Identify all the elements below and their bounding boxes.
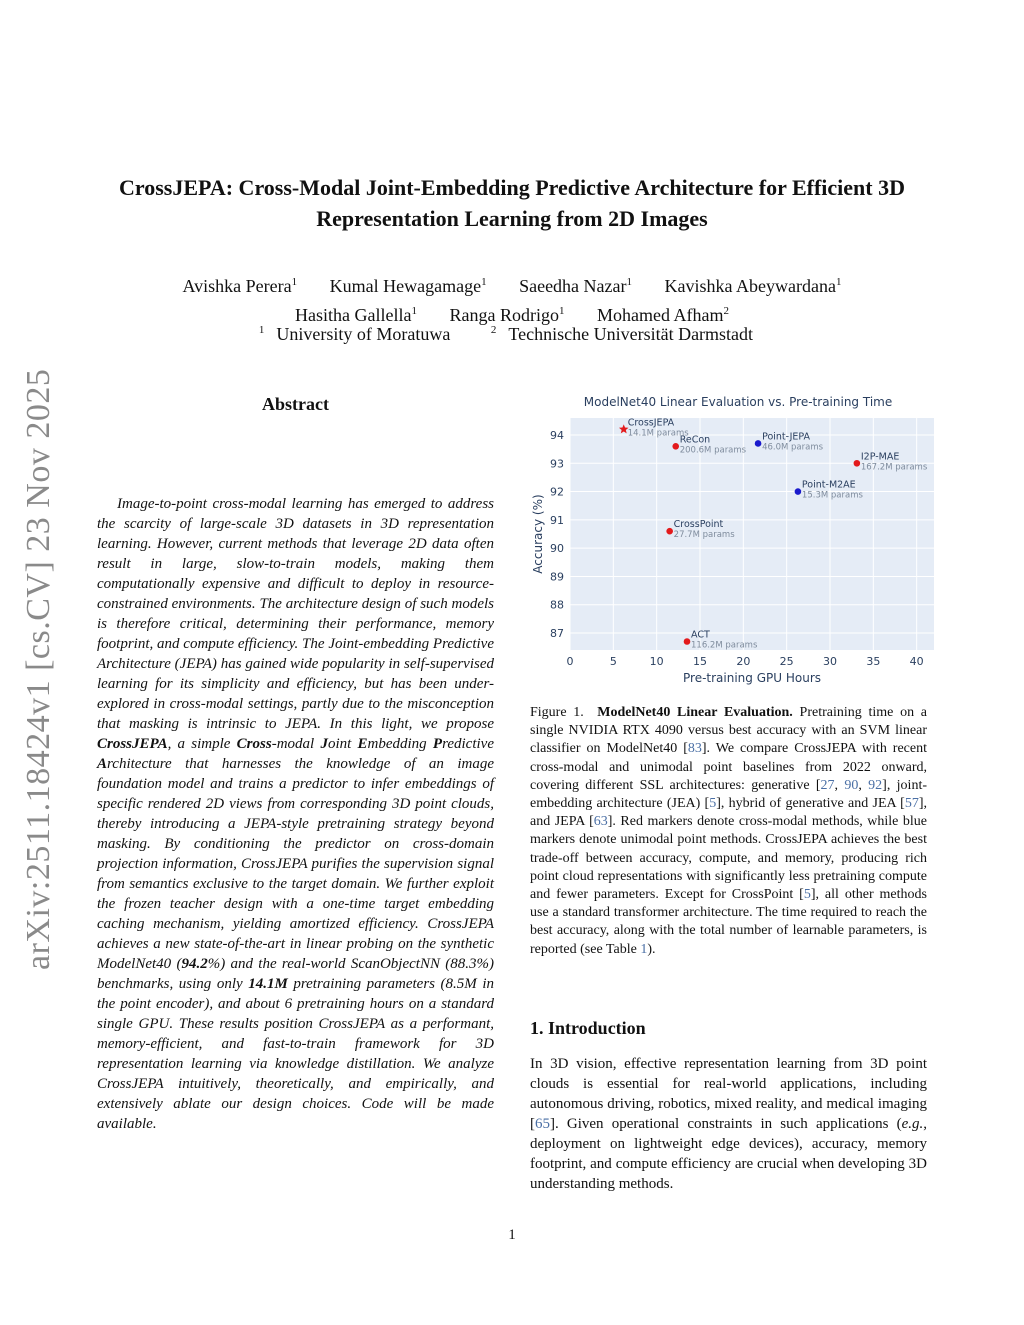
y-tick-label: 88 bbox=[550, 598, 564, 612]
author: Mohamed Afham$^2$ bbox=[596, 305, 729, 325]
y-tick-label: 92 bbox=[550, 485, 564, 499]
point-params-label: 116.2M params bbox=[691, 640, 758, 651]
author: Kavishka Abeywardana$^1$ bbox=[664, 276, 842, 296]
author: Kumal Hewagamage$^1$ bbox=[329, 276, 487, 296]
y-tick-label: 90 bbox=[550, 542, 564, 556]
figure-caption: Figure 1. ModelNet40 Linear Evaluation. Pretraining time on a single NVIDIA RTX 4090 versus best accuracy with an SVM linear classifier on ModelNet40 [83]. We compare CrossJEPA with recent cross-modal and unimodal point baselines from 2022 onward, covering different SSL architectures: generative [27, 90, 92], joint-embedding architecture (JEA) [5], hybrid of generative and JEA [57], and JEPA [63]. Red markers denote cross-modal methods, while blue markers denote unimodal point methods. CrossJEPA achieves the best trade-off between accuracy, compute, and memory, producing rich point cloud representations with significantly less pretraining compute and fewer parameters. Except for CrossPoint [5], all other methods use a standard transformer architecture. The time required to reach the best accuracy, along with the total number of learnable parameters, is reported (see Table 1). bbox=[530, 705, 928, 957]
y-tick-label: 91 bbox=[550, 513, 564, 527]
affiliation: $^1$ University of Moratuwa bbox=[258, 324, 451, 344]
y-tick-label: 89 bbox=[550, 570, 564, 584]
abstract-heading: Abstract bbox=[262, 394, 329, 414]
y-tick-label: 94 bbox=[550, 428, 564, 442]
x-tick-label: 35 bbox=[866, 655, 881, 668]
x-tick-label: 40 bbox=[909, 655, 924, 668]
x-tick-label: 10 bbox=[649, 655, 664, 668]
data-point bbox=[755, 440, 762, 447]
point-label: CrossJEPA bbox=[627, 417, 675, 429]
page-number: 1 bbox=[508, 1227, 516, 1243]
x-tick-label: 0 bbox=[566, 655, 574, 668]
section-heading-introduction: 1. Introduction bbox=[530, 1018, 646, 1038]
affiliation: $^2$ Technische Universität Darmstadt bbox=[490, 324, 754, 344]
citation-link[interactable]: 5 bbox=[803, 887, 811, 903]
citation-link[interactable]: 57 bbox=[904, 796, 919, 812]
table-link[interactable]: 1 bbox=[640, 941, 648, 957]
author: Hasitha Gallella$^1$ bbox=[295, 305, 417, 325]
point-label: ReCon bbox=[679, 434, 711, 446]
x-tick-label: 20 bbox=[736, 655, 751, 668]
citation-link[interactable]: 92 bbox=[868, 777, 883, 793]
arxiv-identifier: arXiv:2511.18424v1 [cs.CV] 23 Nov 2025 bbox=[20, 368, 57, 970]
citation-link[interactable]: 90 bbox=[844, 777, 859, 793]
author: Saeedha Nazar$^1$ bbox=[519, 276, 633, 296]
data-point bbox=[672, 443, 679, 450]
citation-link[interactable]: 63 bbox=[593, 814, 608, 830]
data-point bbox=[666, 528, 673, 535]
y-tick-label: 87 bbox=[550, 627, 564, 641]
x-tick-label: 25 bbox=[779, 655, 794, 668]
citation-link[interactable]: 5 bbox=[709, 796, 717, 812]
affiliations bbox=[60, 324, 964, 345]
point-params-label: 46.0M params bbox=[762, 442, 824, 453]
author-list bbox=[60, 270, 964, 328]
citation-link[interactable]: 27 bbox=[820, 777, 835, 793]
point-label: ACT bbox=[691, 629, 710, 641]
scatter-chart bbox=[526, 388, 946, 688]
point-params-label: 167.2M params bbox=[860, 462, 928, 473]
data-point bbox=[684, 638, 691, 645]
point-params-label: 14.1M params bbox=[627, 428, 689, 439]
point-label: Point-JEPA bbox=[762, 431, 811, 443]
abstract-body: Image-to-point cross-modal learning has emerged to address the scarcity of large-scale 3D datasets in 3D representation learning. However, current methods that leverage 2D data often result in large, slow-to-train models, making them computationally expensive and difficult to deploy in resource-constrained environments. The architecture design of such models is therefore critical, determining their performance, memory footprint, and compute efficiency. The Joint-embedding Predictive Architecture (JEPA) has gained wide popularity in self-supervised learning for its simplicity and efficiency, but has been under-explored in cross-modal settings, partly due to the misconception that masking is intrinsic to JEPA. In this light, we propose CrossJEPA, a simple Cross-modal Joint Embedding Predictive Architecture that harnesses the knowledge of an image foundation model and trains a predictor to infer embeddings of specific rendered 2D views from corresponding 3D point clouds, thereby introducing a JEPA-style pretraining strategy beyond masking. By conditioning the predictor on cross-domain projection information, CrossJEPA purifies the supervision signal from semantics exclusive to the target domain. We further exploit the frozen teacher design with a one-time target embedding caching mechanism, yielding amortized efficiency. CrossJEPA achieves a new state-of-the-art in linear probing on the synthetic ModelNet40 (94.2%) and the real-world ScanObjectNN (88.3%) benchmarks, using only 14.1M pretraining parameters (8.5M in the point encoder), and about 6 pretraining hours on a standard single GPU. These results position CrossJEPA as a performant, memory-efficient, and fast-to-train framework for 3D representation learning via knowledge distillation. We analyze CrossJEPA intuitively, theoretically, and empirically, and extensively ablate our design choices. Code will be made available. bbox=[97, 496, 494, 1132]
x-axis-label: Pre-training GPU Hours bbox=[683, 671, 821, 685]
introduction-body: In 3D vision, effective representation learning from 3D point clouds is essential for real-world applications, including autonomous driving, robotics, mixed reality, and medical imaging [65]. Given operational constraints in such applications (e.g., deployment on lightweight edge devices), accuracy, memory footprint, and compute efficiency are crucial when developing 3D understanding methods. bbox=[530, 1056, 927, 1192]
x-tick-label: 15 bbox=[693, 655, 707, 668]
y-axis-label: Accuracy (%) bbox=[531, 494, 545, 574]
citation-link[interactable]: 83 bbox=[687, 741, 702, 757]
data-point bbox=[795, 488, 802, 495]
point-label: CrossPoint bbox=[673, 519, 724, 531]
citation-link[interactable]: 65 bbox=[535, 1116, 550, 1132]
y-tick-labels bbox=[550, 429, 564, 640]
point-params-label: 15.3M params bbox=[801, 490, 863, 501]
point-label: I2P-MAE bbox=[860, 451, 900, 463]
point-params-label: 200.6M params bbox=[679, 445, 747, 456]
data-point bbox=[854, 460, 861, 467]
author: Ranga Rodrigo$^1$ bbox=[449, 305, 565, 325]
x-tick-labels bbox=[567, 655, 924, 668]
paper-title: CrossJEPA: Cross-Modal Joint-Embedding Predictive Architecture for Efficient 3D Representation Learning from 2D Images bbox=[118, 175, 906, 231]
y-tick-label: 93 bbox=[550, 457, 564, 471]
point-params-label: 27.7M params bbox=[673, 530, 735, 541]
x-tick-label: 5 bbox=[609, 655, 617, 668]
x-tick-label: 30 bbox=[823, 655, 837, 668]
chart-title: ModelNet40 Linear Evaluation vs. Pre-training Time bbox=[583, 395, 893, 409]
point-label: Point-M2AE bbox=[801, 479, 856, 491]
author: Avishka Perera$^1$ bbox=[182, 276, 298, 296]
